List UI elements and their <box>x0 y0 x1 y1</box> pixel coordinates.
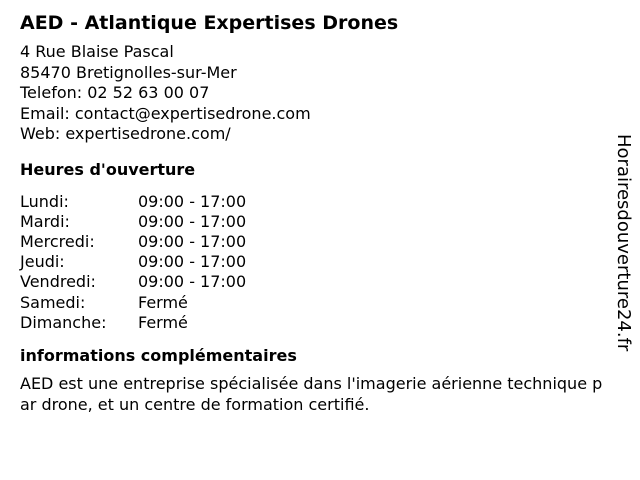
hours-time: 09:00 - 17:00 <box>138 272 247 292</box>
hours-day: Lundi: <box>20 191 69 211</box>
hours-time: Fermé <box>138 312 188 332</box>
hours-time: Fermé <box>138 292 188 312</box>
city-address: 85470 Bretignolles-sur-Mer <box>20 62 237 82</box>
info-text: AED est une entreprise spécialisée dans l'imagerie aérienne technique par drone, et un centre de formation certifié. <box>20 373 603 414</box>
hours-title: Heures d'ouverture <box>20 159 196 179</box>
hours-day: Vendredi: <box>20 272 96 292</box>
hours-row <box>20 192 610 212</box>
hours-time: 09:00 - 17:00 <box>138 211 247 231</box>
business-name: AED - Atlantique Expertises Drones <box>20 12 399 34</box>
hours-day: Jeudi: <box>20 252 65 272</box>
street-address: 4 Rue Blaise Pascal <box>20 42 174 61</box>
email-address: Email: contact@expertisedrone.com <box>20 103 311 123</box>
hours-day: Mardi: <box>20 211 70 231</box>
hours-row <box>20 232 610 252</box>
hours-table <box>20 192 610 333</box>
hours-row <box>20 313 610 333</box>
hours-row <box>20 272 610 292</box>
hours-time: 09:00 - 17:00 <box>138 252 247 272</box>
hours-row <box>20 293 610 313</box>
hours-day: Samedi: <box>20 292 86 312</box>
hours-row <box>20 212 610 232</box>
business-card <box>20 10 610 415</box>
phone-number: Telefon: 02 52 63 00 07 <box>20 83 210 102</box>
hours-time: 09:00 - 17:00 <box>138 191 247 211</box>
hours-day: Dimanche: <box>20 312 107 332</box>
hours-day: Mercredi: <box>20 231 95 251</box>
hours-row <box>20 252 610 272</box>
website: Web: expertisedrone.com/ <box>20 124 231 143</box>
info-title: informations complémentaires <box>20 345 297 365</box>
hours-time: 09:00 - 17:00 <box>138 231 247 251</box>
side-watermark-label: Horairesdouverture24.fr <box>613 134 634 352</box>
contact-block <box>20 42 610 145</box>
